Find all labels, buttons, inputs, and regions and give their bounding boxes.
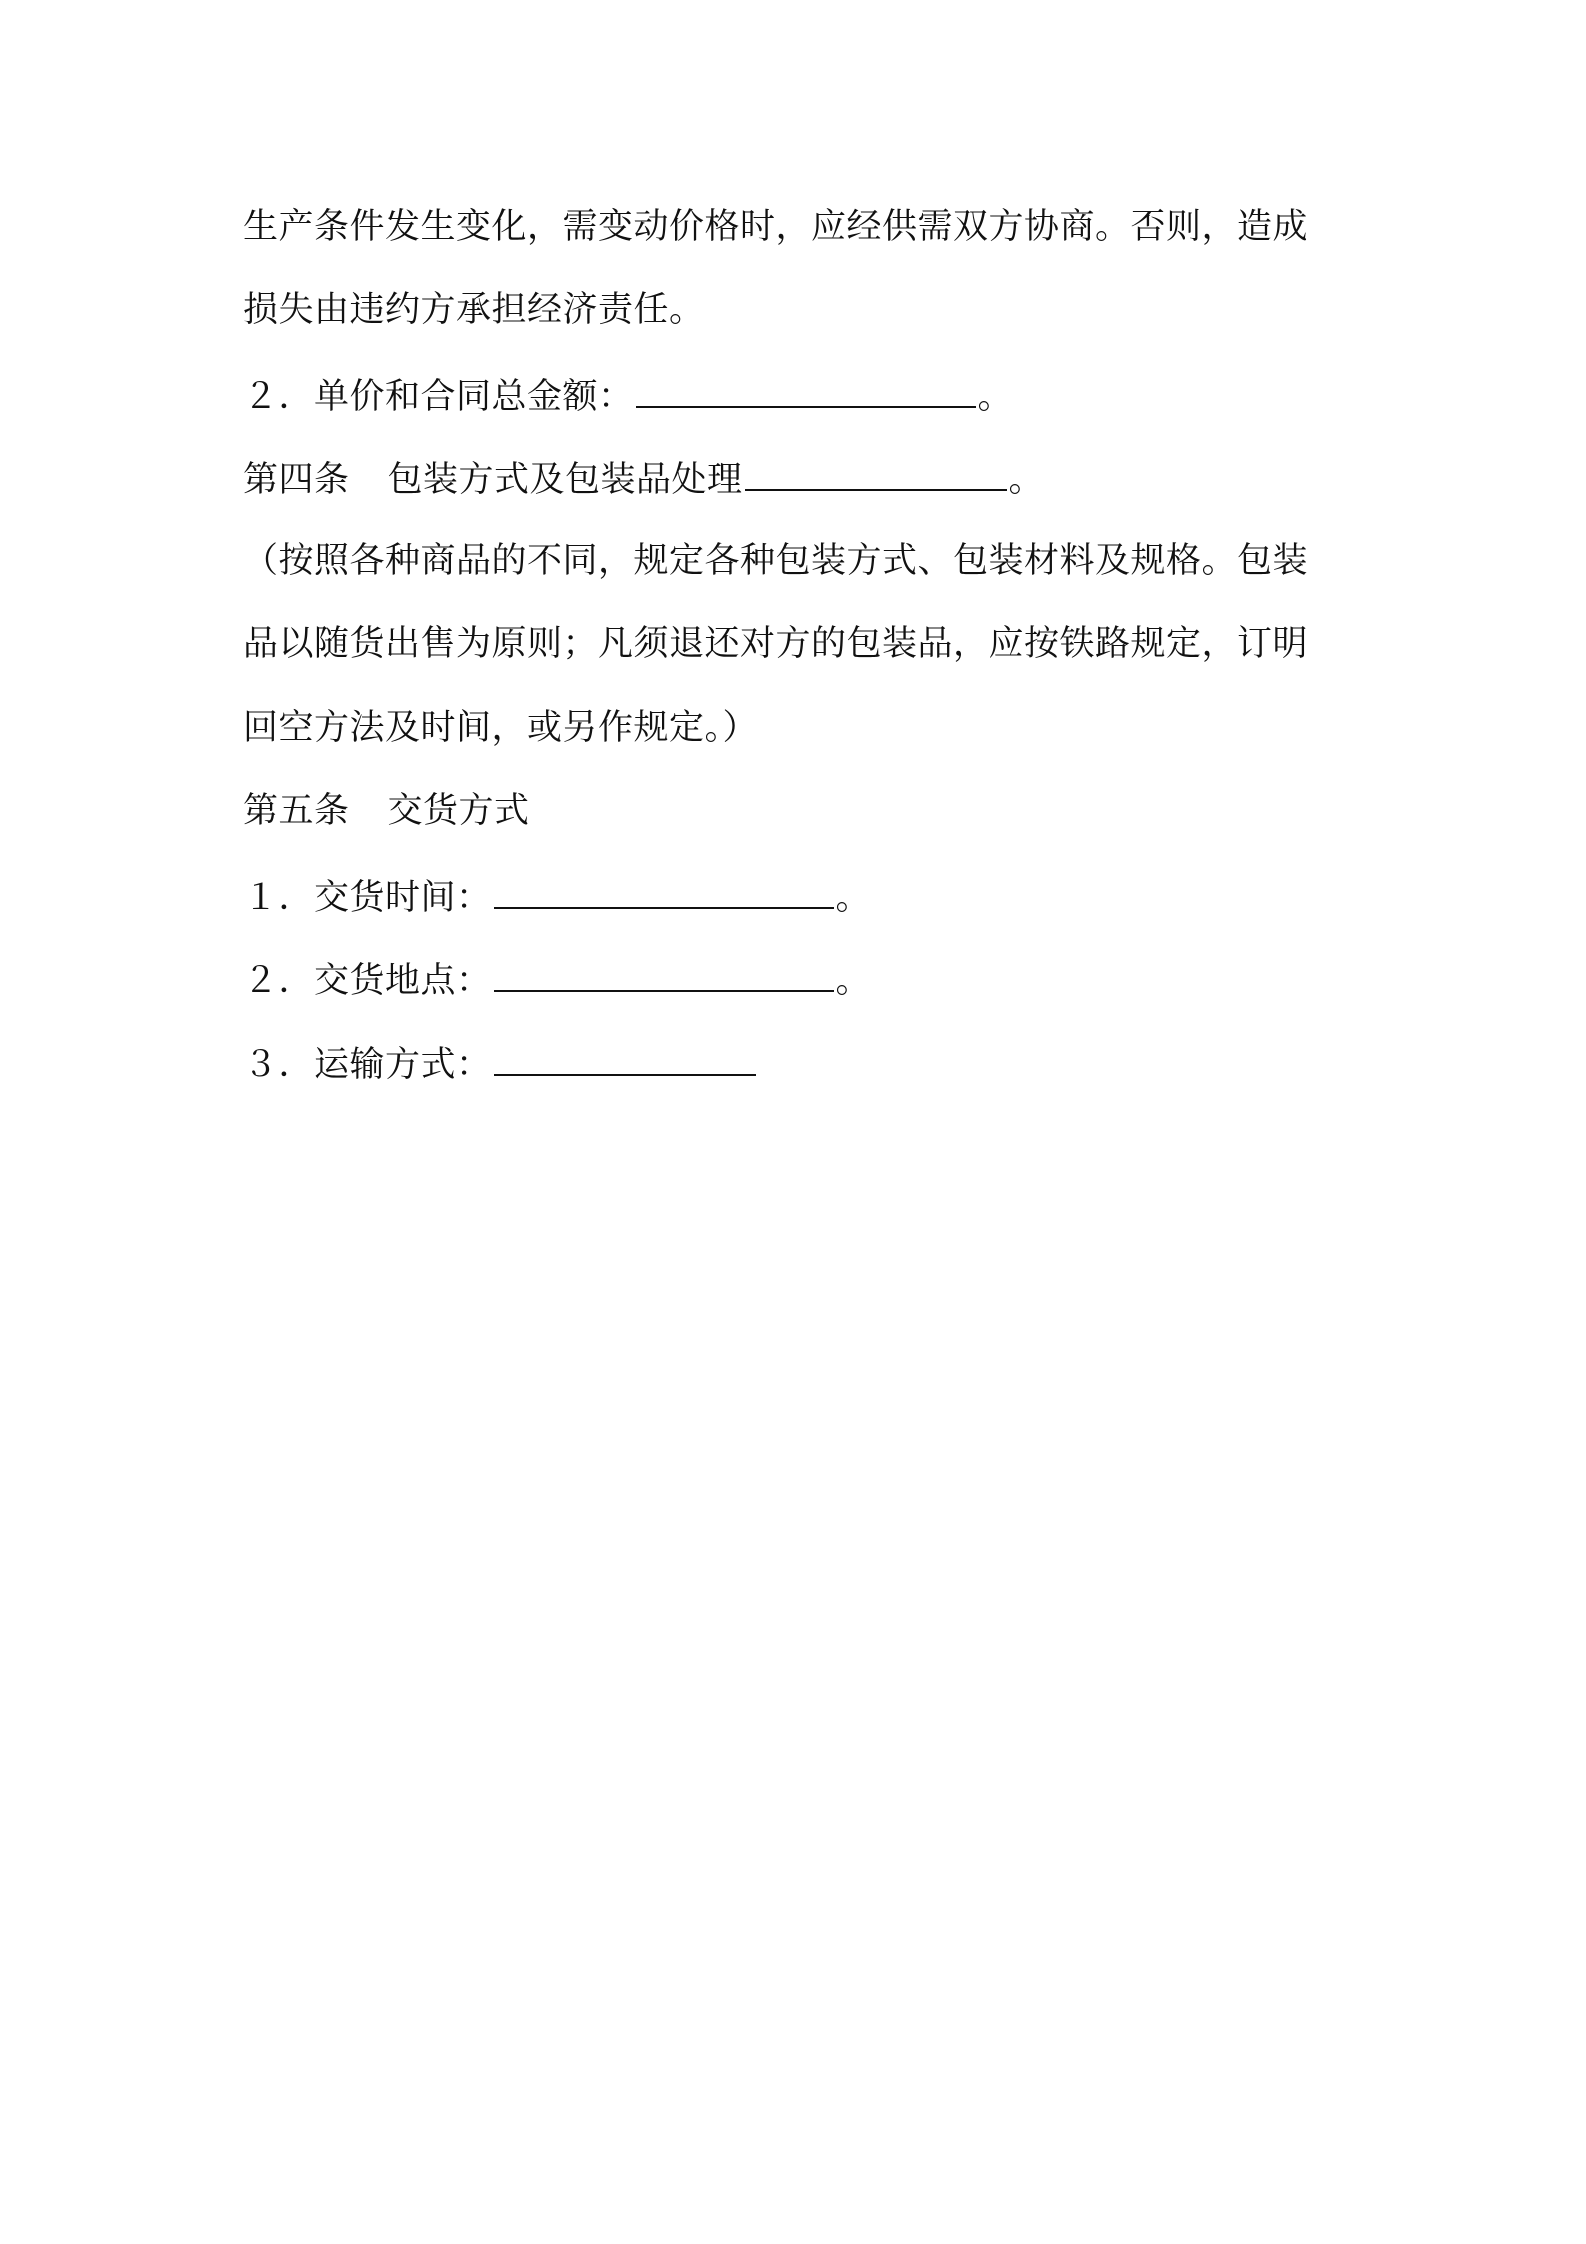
article-4-title: 包装方式及包装品处理 xyxy=(387,460,743,500)
blank-delivery-time[interactable] xyxy=(494,873,834,909)
period: 。 xyxy=(835,878,872,918)
text-packaging-note-2: 品以随货出售为原则；凡须退还对方的包装品，应按铁路规定，订明 xyxy=(243,624,1309,664)
blank-unit-price-total[interactable] xyxy=(636,372,976,408)
article-5-title: 交货方式 xyxy=(387,791,530,831)
period: 。 xyxy=(977,377,1014,417)
clause-item xyxy=(243,873,871,920)
article-4-number: 第四条 xyxy=(243,460,350,500)
clause-item xyxy=(243,956,871,1003)
paragraph-line xyxy=(243,706,758,750)
clause-item xyxy=(243,1040,758,1087)
paragraph-line xyxy=(243,205,1308,249)
period: 。 xyxy=(835,961,872,1001)
label-delivery-time: １．交货时间： xyxy=(243,878,492,918)
blank-delivery-place[interactable] xyxy=(494,956,834,992)
article-heading xyxy=(243,455,1044,502)
article-heading xyxy=(243,789,530,833)
period: 。 xyxy=(1008,460,1045,500)
label-delivery-place: ２．交货地点： xyxy=(243,961,492,1001)
paragraph-line xyxy=(243,288,705,332)
text-price-change: 生产条件发生变化，需变动价格时，应经供需双方协商。否则，造成 xyxy=(243,207,1309,247)
label-transport-method: ３．运输方式： xyxy=(243,1045,492,1085)
blank-packaging[interactable] xyxy=(745,455,1007,491)
text-packaging-note-1: （按照各种商品的不同，规定各种包装方式、包装材料及规格。包装 xyxy=(243,541,1309,581)
article-5-number: 第五条 xyxy=(243,791,350,831)
paragraph-line xyxy=(243,539,1308,583)
clause-item xyxy=(243,372,1013,419)
label-unit-price-total: ２．单价和合同总金额： xyxy=(243,377,634,417)
paragraph-line xyxy=(243,622,1308,666)
text-packaging-note-3: 回空方法及时间，或另作规定。） xyxy=(243,708,759,748)
text-loss-liability: 损失由违约方承担经济责任。 xyxy=(243,290,705,330)
blank-transport-method[interactable] xyxy=(494,1040,756,1076)
